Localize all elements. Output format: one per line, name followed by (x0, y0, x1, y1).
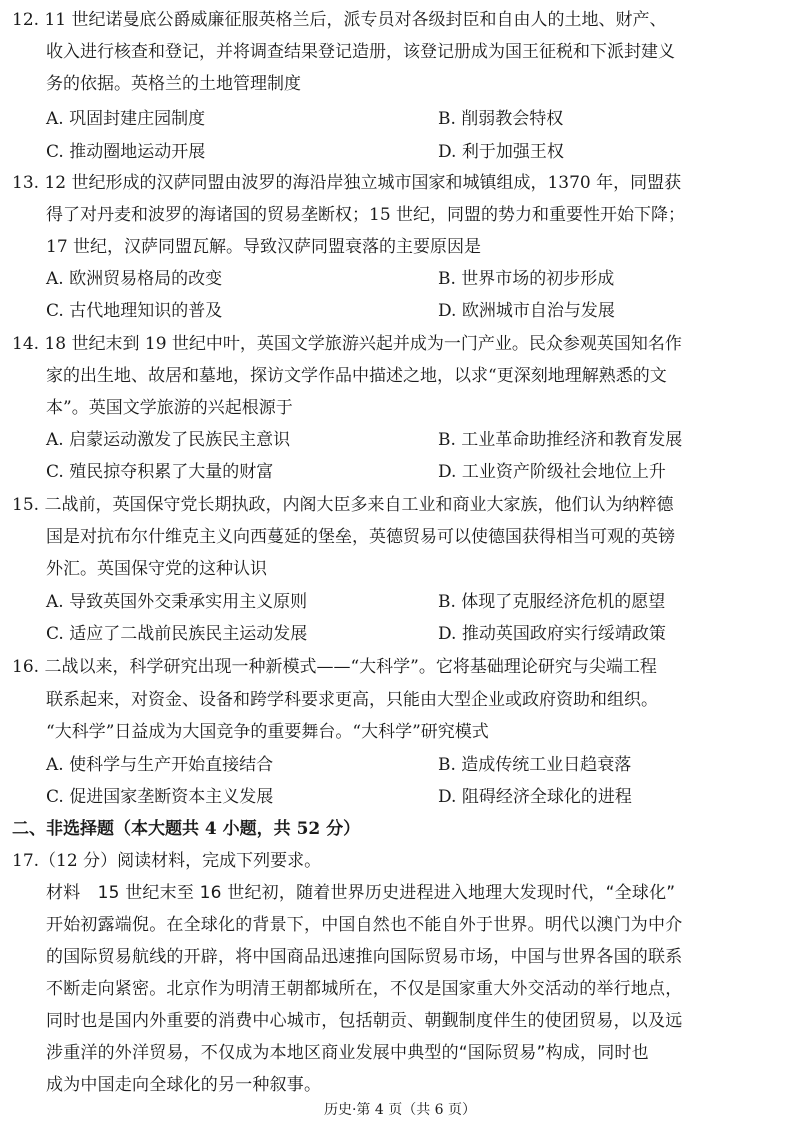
q14-option-b: B. 工业革命助推经济和教育发展 (438, 430, 683, 450)
material-line-4: 不断走向紧密。北京作为明清王朝都城所在，不仅是国家重大外交活动的举行地点， (46, 979, 683, 999)
page-footer: 历史·第 4 页（共 6 页） (323, 1102, 477, 1118)
q14-option-a: A. 启蒙运动激发了民族民主意识 (46, 430, 291, 450)
material-line-3: 的国际贸易航线的开辟，将中国商品迅速推向国际贸易市场，中国与世界各国的联系 (46, 947, 683, 967)
q16-line-2: 联系起来，对资金、设备和跨学科要求更高，只能由大型企业或政府资助和组织。 (46, 690, 658, 710)
q12-line-3: 务的依据。英格兰的土地管理制度 (46, 74, 301, 94)
q16-option-c: C. 促进国家垄断资本主义发展 (46, 787, 274, 807)
material-line-7: 成为中国走向全球化的另一种叙事。 (46, 1075, 322, 1095)
q12-option-b: B. 削弱教会特权 (438, 109, 564, 129)
material-line-2: 开始初露端倪。在全球化的背景下，中国自然也不能自外于世界。明代以澳门为中介 (46, 915, 683, 935)
q14-line-3: 本”。英国文学旅游的兴起根源于 (46, 398, 293, 418)
q15-option-c: C. 适应了二战前民族民主运动发展 (46, 624, 308, 644)
q13-line-2: 得了对丹麦和波罗的海诸国的贸易垄断权；15 世纪，同盟的势力和重要性开始下降； (46, 205, 686, 225)
q14-option-d: D. 工业资产阶级社会地位上升 (438, 462, 666, 482)
material-line-5: 同时也是国内外重要的消费中心城市，包括朝贡、朝觐制度伴生的使团贸易，以及远 (46, 1011, 683, 1031)
q12-option-a: A. 巩固封建庄园制度 (46, 109, 206, 129)
q14-line-1: 14. 18 世纪末到 19 世纪中叶，英国文学旅游兴起并成为一门产业。民众参观英国知名作 (12, 334, 682, 354)
q12-option-d: D. 利于加强王权 (438, 142, 564, 162)
q15-option-a: A. 导致英国外交秉承实用主义原则 (46, 592, 308, 612)
q12-line-1: 12. 11 世纪诺曼底公爵威廉征服英格兰后，派专员对各级封臣和自由人的土地、财产、 (12, 10, 667, 30)
q12-line-2: 收入进行核查和登记，并将调查结果登记造册，该登记册成为国王征税和下派封建义 (46, 42, 675, 62)
q16-option-b: B. 造成传统工业日趋衰落 (438, 755, 632, 775)
section-title: 二、非选择题（本大题共 4 小题，共 52 分） (12, 819, 361, 839)
material-line-6: 涉重洋的外洋贸易，不仅成为本地区商业发展中典型的“国际贸易”构成，同时也 (46, 1043, 649, 1063)
q14-option-c: C. 殖民掠夺积累了大量的财富 (46, 462, 274, 482)
q16-line-3: “大科学”日益成为大国竞争的重要舞台。“大科学”研究模式 (46, 722, 489, 742)
q15-line-1: 15. 二战前，英国保守党长期执政，内阁大臣多来自工业和商业大家族，他们认为纳粹德 (12, 495, 674, 515)
q15-line-2: 国是对抗布尔什维克主义向西蔓延的堡垒，英德贸易可以使德国获得相当可观的英镑 (46, 527, 675, 547)
q15-option-b: B. 体现了克服经济危机的愿望 (438, 592, 666, 612)
q17-title: 17.（12 分）阅读材料，完成下列要求。 (12, 851, 322, 871)
q13-option-d: D. 欧洲城市自治与发展 (438, 301, 615, 321)
q16-option-a: A. 使科学与生产开始直接结合 (46, 755, 274, 775)
q16-option-d: D. 阻碍经济全球化的进程 (438, 787, 632, 807)
q15-line-3: 外汇。英国保守党的这种认识 (46, 559, 267, 579)
q13-option-a: A. 欧洲贸易格局的改变 (46, 269, 223, 289)
q13-option-b: B. 世界市场的初步形成 (438, 269, 615, 289)
q13-line-3: 17 世纪，汉萨同盟瓦解。导致汉萨同盟衰落的主要原因是 (46, 237, 482, 257)
q13-option-c: C. 古代地理知识的普及 (46, 301, 223, 321)
q16-line-1: 16. 二战以来，科学研究出现一种新模式——“大科学”。它将基础理论研究与尖端工程 (12, 657, 657, 677)
q12-option-c: C. 推动圈地运动开展 (46, 142, 206, 162)
q15-option-d: D. 推动英国政府实行绥靖政策 (438, 624, 666, 644)
q14-line-2: 家的出生地、故居和墓地，探访文学作品中描述之地，以求“更深刻地理解熟悉的文 (46, 366, 667, 386)
material-line-1: 材料 15 世纪末至 16 世纪初，随着世界历史进程进入地理大发现时代，“全球化” (46, 883, 676, 903)
q13-line-1: 13. 12 世纪形成的汉萨同盟由波罗的海沿岸独立城市国家和城镇组成，1370 年，同盟获 (12, 173, 682, 193)
